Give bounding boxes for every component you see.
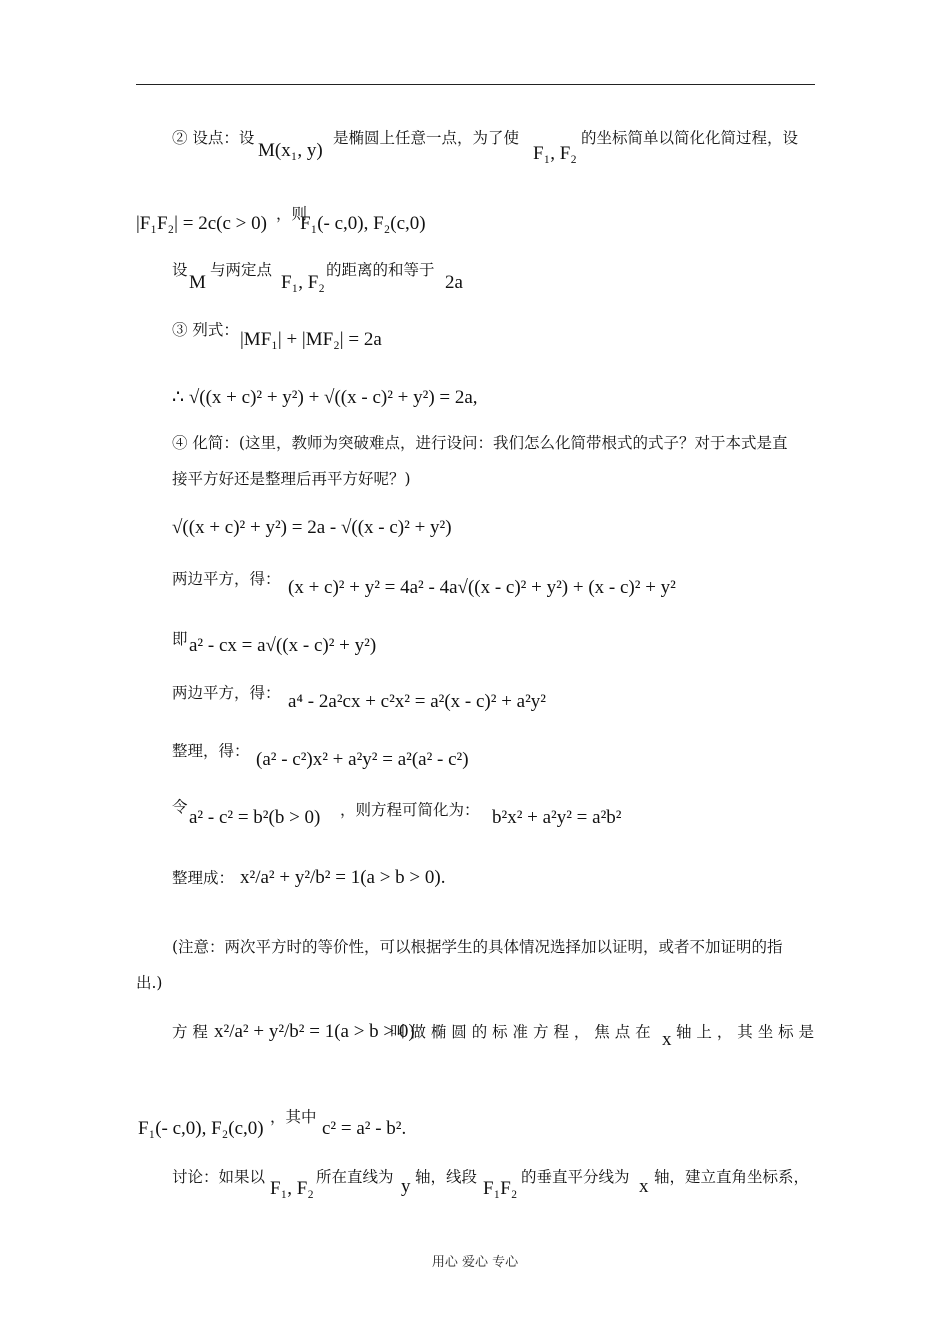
text-l11a: 两边平方，得： [172,684,281,702]
formula-l2m2: F₁(- c,0), F₂(c,0) [300,213,426,234]
formula-l17m2: x [662,1029,672,1050]
text-l19d: 的垂直平分线为 [521,1168,630,1186]
formula-l18m: F₁(- c,0), F₂(c,0) [138,1118,264,1139]
formula-l13m: a² - c² = b²(b > 0) [189,807,321,828]
formula-l19m4: x [639,1176,649,1197]
formula-l8m: √((x + c)² + y²) = 2a - √((x - c)² + y²) [172,517,452,538]
text-l1b: 是椭圆上任意一点，为了使 [333,129,520,147]
formula-l2m: |F₁F₂| = 2c(c > 0) [136,213,267,234]
text-l1c: 的坐标简单以简化化简过程，设 [581,129,799,147]
page-footer: 用心 爱心 专心 [431,1255,519,1270]
formula-l18m2: c² = a² - b². [322,1118,407,1139]
text-l12a: 整理，得： [172,742,250,760]
formula-l3m3: 2a [445,272,463,293]
formula-l3m2: F₁, F₂ [281,272,325,293]
formula-l11m: a⁴ - 2a²cx + c²x² = a²(x - c)² + a²y² [288,691,546,712]
text-l18a: ，其中 [270,1108,317,1126]
formula-l19m2: y [401,1176,411,1197]
text-l13b: ，则方程可简化为： [340,801,480,819]
text-l10a: 即 [172,630,188,648]
text-l3a: 设 [172,261,188,279]
formula-l1m: M(x₁, y) [258,140,323,161]
text-l17b: 叫 做 椭 圆 的 标 准 方 程 ， 焦 点 在 [390,1023,651,1041]
header-rule [136,84,815,85]
formula-l4m: |MF₁| + |MF₂| = 2a [240,329,382,350]
text-l15: (注意：两次平方时的等价性，可以根据学生的具体情况选择加以证明，或者不加证明的指 [172,938,783,956]
text-l9a: 两边平方，得： [172,570,281,588]
text-l1a: ② 设点：设 [172,129,255,147]
text-l16: 出.) [136,974,163,992]
text-l13a: 令 [172,798,188,816]
formula-l17m: x²/a² + y²/b² = 1(a > b > 0) [214,1021,415,1042]
text-l14a: 整理成： [172,869,235,887]
formula-l5m: ∴ √((x + c)² + y²) + √((x - c)² + y²) = 2a, [172,387,478,408]
formula-l14m: x²/a² + y²/b² = 1(a > b > 0). [240,867,446,888]
formula-l1m2: F₁, F₂ [533,143,577,164]
text-l3c: 的距离的和等于 [326,261,435,279]
text-l4a: ③ 列式： [172,321,239,339]
formula-l13m2: b²x² + a²y² = a²b² [492,807,622,828]
text-l3b: 与两定点 [210,261,273,279]
formula-l3m: M [189,272,206,293]
formula-l9m: (x + c)² + y² = 4a² - 4a√((x - c)² + y²) + (x - c)² + y² [288,577,676,598]
text-l17a: 方 程 [172,1023,208,1041]
formula-l19m: F₁, F₂ [270,1178,314,1199]
text-l6: ④ 化简：(这里，教师为突破难点，进行设问：我们怎么化简带根式的式子？对于本式是直 [172,434,788,452]
text-l7: 接平方好还是整理后再平方好呢？) [172,470,411,488]
text-l17c: 轴 上 ， 其 坐 标 是 [676,1023,815,1041]
text-l19e: 轴，建立直角坐标系， [654,1168,810,1186]
formula-l10m: a² - cx = a√((x - c)² + y²) [189,635,377,656]
text-l19b: 所在直线为 [316,1168,394,1186]
formula-l12m: (a² - c²)x² + a²y² = a²(a² - c²) [256,749,469,770]
text-l19a: 讨论：如果以 [172,1168,266,1186]
formula-l19m3: F₁F₂ [483,1178,518,1199]
text-l2a: ，则 [276,205,308,223]
text-l19c: 轴，线段 [415,1168,478,1186]
